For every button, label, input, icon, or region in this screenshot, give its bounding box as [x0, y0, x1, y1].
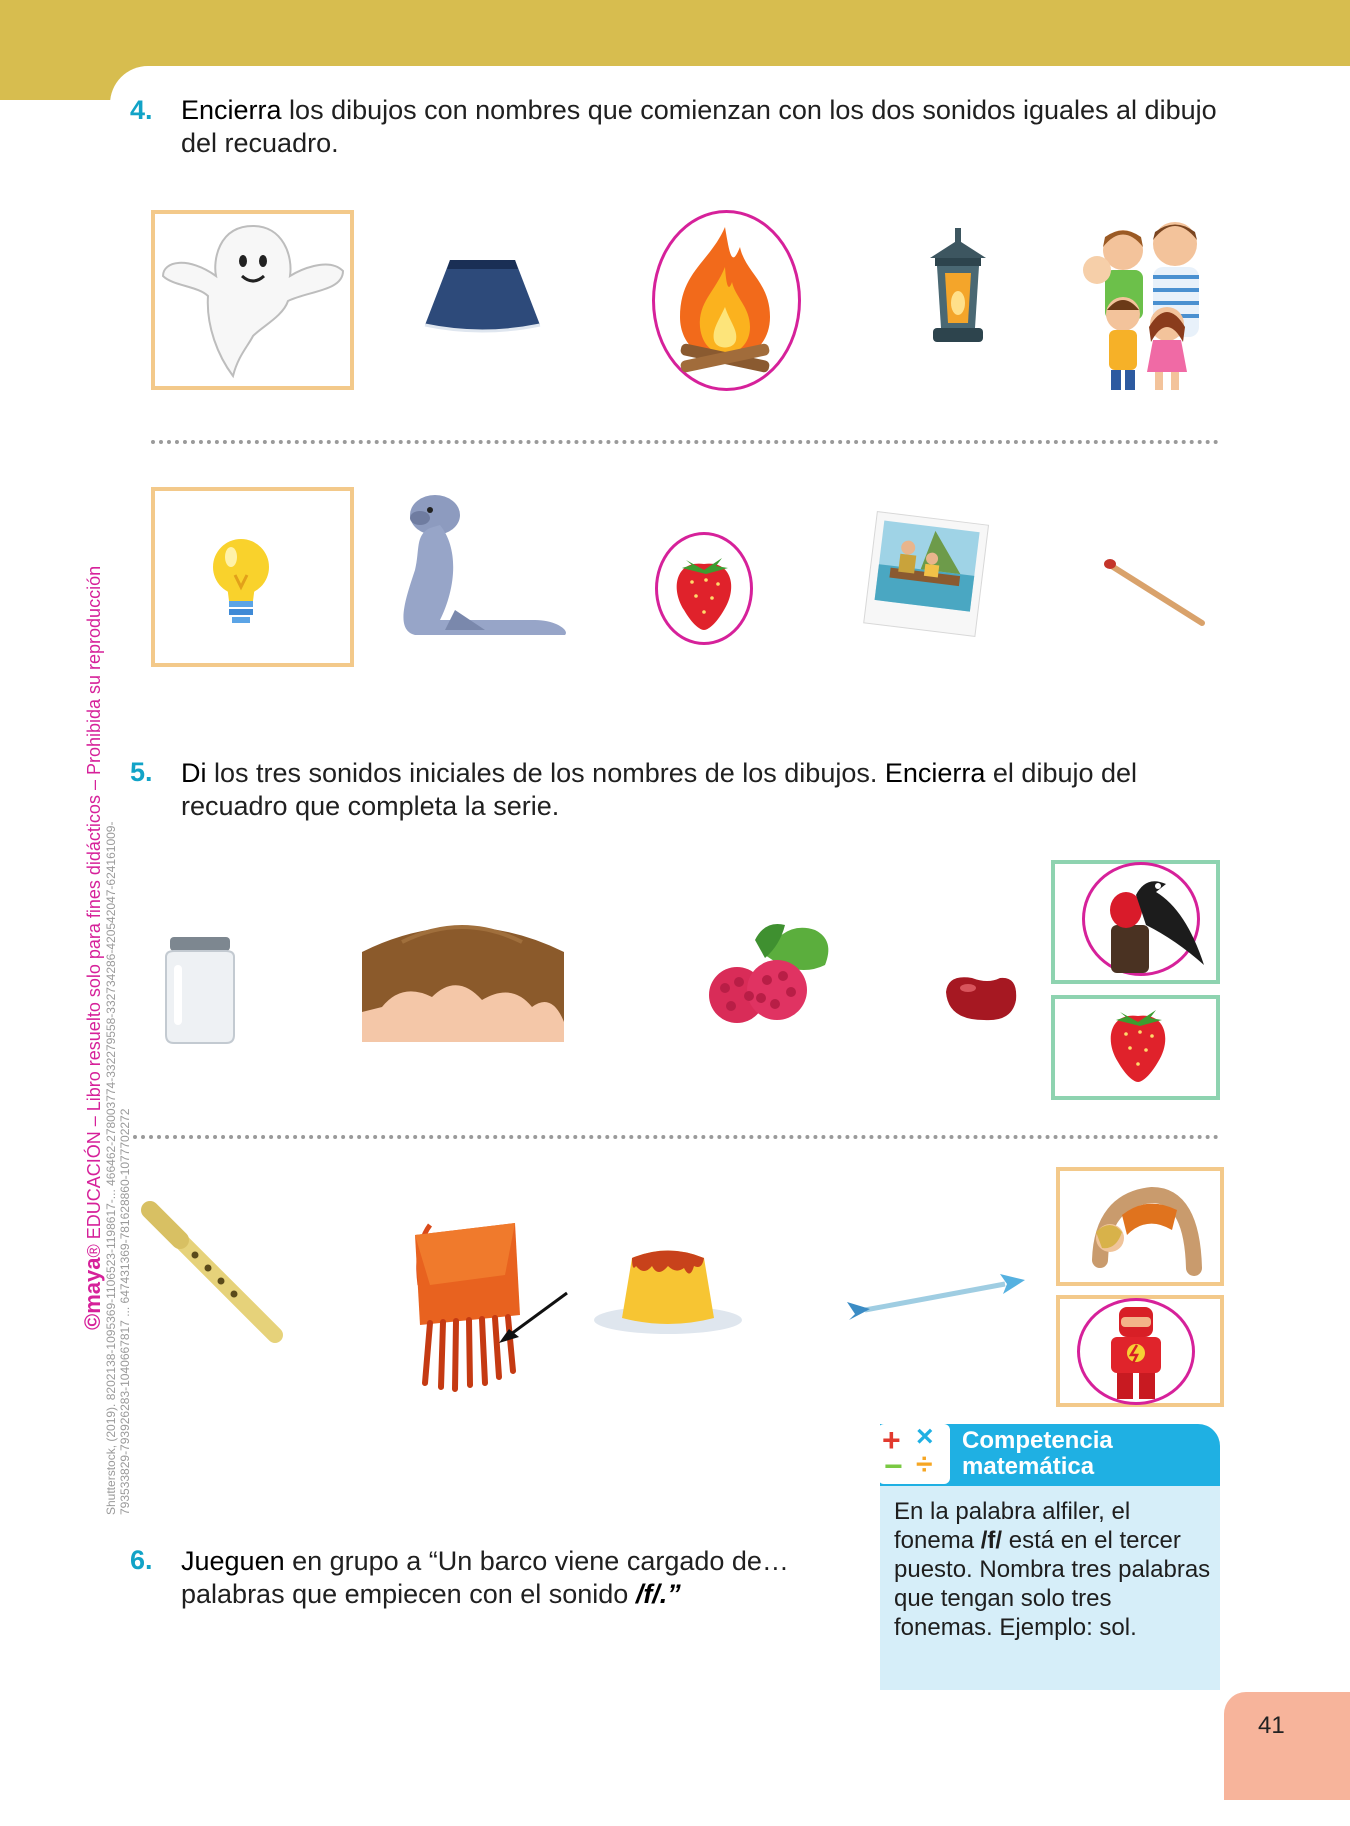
- plus-icon: +: [882, 1422, 901, 1458]
- minus-icon: −: [884, 1448, 903, 1484]
- photo-credit: [104, 822, 132, 1515]
- exercise-5-instruction: [181, 757, 1201, 823]
- competencia-title-line-1: Competencia: [962, 1427, 1113, 1454]
- fringed-bag-icon: [395, 1205, 575, 1395]
- exercise-5-verb-2: Encierra: [884, 758, 986, 788]
- backbend-icon: [1082, 1180, 1204, 1278]
- page-number: 41: [1258, 1712, 1285, 1739]
- flan-icon: [592, 1238, 744, 1338]
- raspberries-icon: [695, 920, 840, 1028]
- exercise-5-number: 5.: [130, 757, 153, 787]
- times-icon: ×: [916, 1420, 934, 1453]
- jar-icon: [158, 935, 242, 1045]
- separator: [133, 1135, 1219, 1139]
- exercise-6-verb: Jueguen: [181, 1546, 285, 1576]
- credit-line-2: 793533829-793926283-1040667817 ... 647431369-781628860-1077702272: [118, 1108, 132, 1515]
- bean-icon: [938, 970, 1020, 1026]
- exercise-6-text: en grupo a “Un barco viene cargado de… palabras que empiecen con el sonido: [181, 1546, 789, 1609]
- exercise-6-phoneme: /f/.”: [635, 1579, 681, 1609]
- lightbulb-icon: [205, 535, 277, 630]
- exercise-4-instruction: [181, 94, 1241, 160]
- exercise-5-text-1: los tres sonidos iniciales de los nombres de los dibujos.: [206, 758, 885, 788]
- family-icon: [1075, 212, 1217, 397]
- hair-icon: [362, 912, 564, 1042]
- competencia-title: [962, 1428, 1113, 1480]
- flute-icon: [140, 1200, 285, 1345]
- seal-icon: [385, 490, 571, 640]
- matchstick-icon: [1100, 555, 1210, 630]
- flash-figure-icon: [1103, 1305, 1169, 1401]
- photo-icon: [860, 510, 992, 640]
- exercise-6-number: 6.: [130, 1545, 153, 1575]
- exercise-4-verb: Encierra: [181, 95, 282, 125]
- competencia-phoneme: /f/: [980, 1527, 1003, 1554]
- strawberry-icon: [666, 548, 742, 632]
- arrow-icon: [845, 1272, 1030, 1322]
- competencia-text: [894, 1497, 1214, 1642]
- competencia-text-1: En la palabra alfiler, el fonema: [894, 1498, 1131, 1554]
- skirt-icon: [420, 255, 545, 335]
- separator: [151, 440, 1219, 444]
- exercise-6-instruction: [181, 1545, 841, 1611]
- frigatebird-icon: [1086, 870, 1208, 975]
- exercise-5-text-2: el dibujo del recuadro que completa la serie.: [181, 758, 1138, 821]
- ghost-icon: [158, 216, 348, 386]
- legal-text: ® EDUCACIÓN – Libro resuelto solo para fines didácticos – Prohibida su reproducción: [84, 565, 104, 1258]
- competencia-text-2: está en el tercer puesto. Nombra tres palabras que tengan solo tres fonemas. Ejemplo: sol.: [894, 1527, 1211, 1641]
- competencia-title-line-2: matemática: [962, 1453, 1095, 1480]
- exercise-4-text: los dibujos con nombres que comienzan con los dos sonidos iguales al dibujo del recuadro.: [181, 95, 1217, 158]
- exercise-4-number: 4.: [130, 95, 153, 125]
- exercise-5-verb-1: Di: [181, 758, 207, 788]
- divide-icon: ÷: [916, 1448, 933, 1481]
- brand-logo: ©maya: [80, 1257, 105, 1330]
- legal-notice: [80, 566, 106, 1330]
- credit-line-1: Shutterstock, (2019). 8202138-1095369-1106523-1198617-... 466462-278003774-332279558-332734286-420542047-624161009-: [104, 821, 118, 1515]
- bonfire-icon: [660, 222, 790, 377]
- math-icons: [878, 1420, 950, 1484]
- lantern-icon: [915, 228, 1001, 363]
- strawberry-icon: [1100, 1000, 1176, 1084]
- page-number-tab: [1224, 1692, 1350, 1800]
